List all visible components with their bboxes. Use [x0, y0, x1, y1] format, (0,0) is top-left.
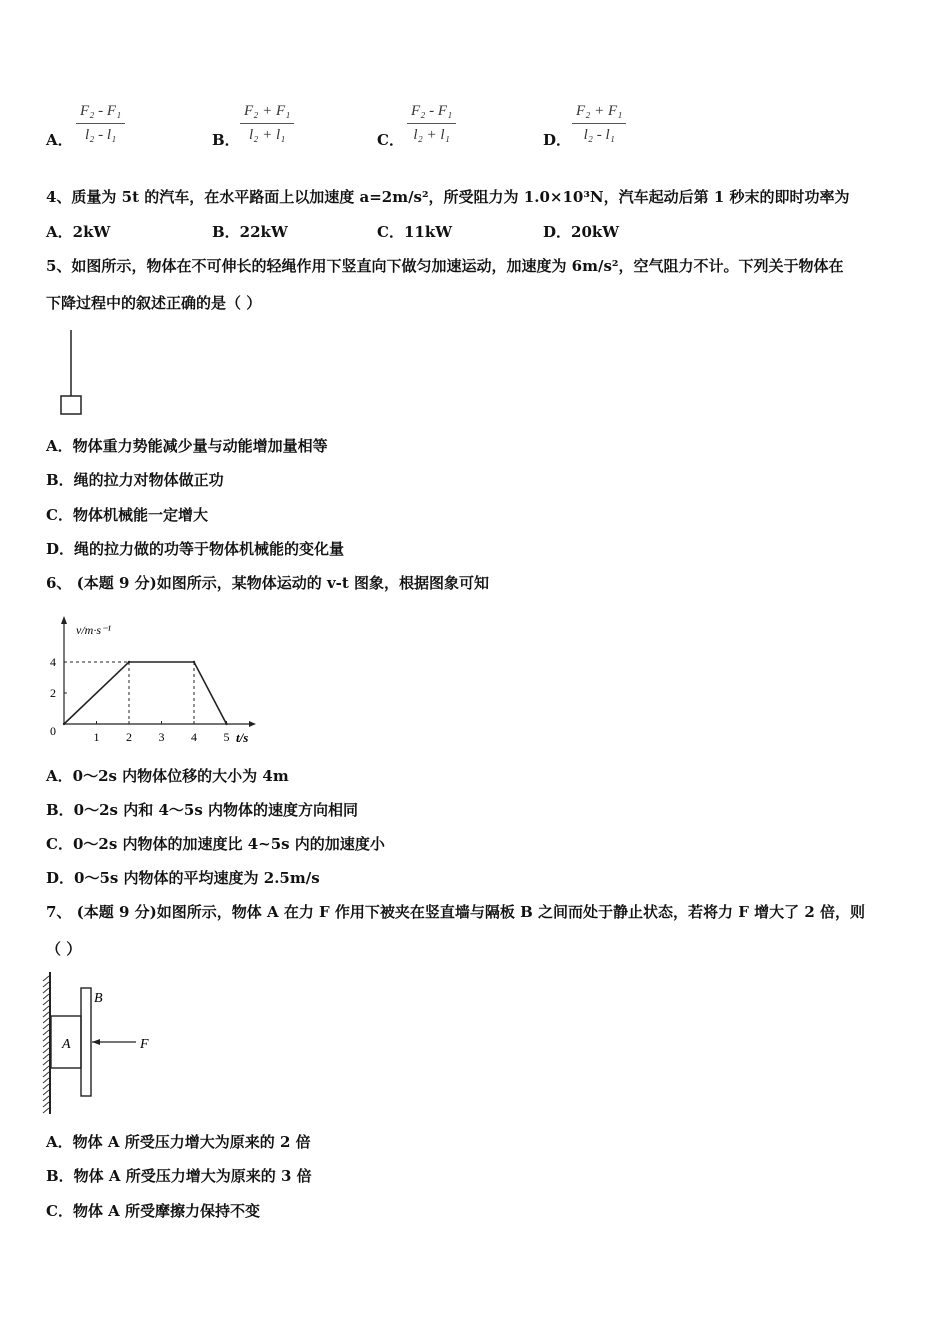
- hatch-mark: [43, 982, 49, 987]
- q5-option-b: B．绳的拉力对物体做正功: [46, 471, 224, 489]
- q7-option-b: B．物体 A 所受压力增大为原来的 3 倍: [46, 1167, 312, 1185]
- fraction-numerator: F₂ + F₁: [240, 103, 294, 124]
- box: [61, 396, 81, 414]
- q6-option-a: A．0～2s 内物体位移的大小为 4m: [46, 767, 289, 785]
- q5-option-c: C．物体机械能一定增大: [46, 506, 208, 524]
- q5-stem-line1: 5、如图所示，物体在不可伸长的轻绳作用下竖直向下做匀加速运动，加速度为 6m/s²，空气阻力不计。下列关于物体在: [46, 257, 844, 275]
- hatch-mark: [43, 1090, 49, 1095]
- q5-stem-line2: 下降过程中的叙述正确的是（ ）: [46, 294, 262, 312]
- q7-stem-line2: （ ）: [46, 940, 82, 958]
- hatch-mark: [43, 1024, 49, 1029]
- q3-option-a-fraction: [76, 103, 125, 144]
- data-point: [128, 661, 130, 663]
- q7-option-a: A．物体 A 所受压力增大为原来的 2 倍: [46, 1133, 311, 1151]
- x-tick-label: 3: [158, 730, 165, 744]
- hatch-mark: [43, 1036, 49, 1041]
- fraction-denominator: l₂ - l₁: [583, 127, 615, 143]
- wall-block-figure: [40, 970, 160, 1118]
- q4-option-d: D．20kW: [543, 223, 620, 241]
- hatch-mark: [43, 1012, 49, 1017]
- hatch-mark: [43, 1042, 49, 1047]
- hatch-mark: [43, 1018, 49, 1023]
- q6-option-b: B．0～2s 内和 4～5s 内物体的速度方向相同: [46, 801, 358, 819]
- data-point: [63, 723, 65, 725]
- q6-option-d: D．0～5s 内物体的平均速度为 2.5m/s: [46, 869, 320, 887]
- q7-option-c: C．物体 A 所受摩擦力保持不变: [46, 1202, 261, 1220]
- hatch-mark: [43, 1102, 49, 1107]
- hatch-mark: [43, 1084, 49, 1089]
- hatch-mark: [43, 1066, 49, 1071]
- q3-option-a-label: A．: [46, 131, 73, 149]
- hatch-mark: [43, 1030, 49, 1035]
- wall-hatching: [43, 976, 49, 1113]
- hatch-mark: [43, 1006, 49, 1011]
- hatch-mark: [43, 1000, 49, 1005]
- q7-stem-line1: 7、 (本题 9 分)如图所示，物体 A 在力 F 作用下被夹在竖直墙与隔板 B 之间而处于静止状态，若将力 F 增大了 2 倍，则: [46, 903, 866, 921]
- vt-chart: [44, 606, 264, 750]
- x-tick-label: 2: [126, 730, 132, 744]
- q6-stem: 6、 (本题 9 分)如图所示，某物体运动的 v-t 图象，根据图象可知: [46, 574, 490, 592]
- hatch-mark: [43, 1048, 49, 1053]
- rope-box-figure: [50, 326, 90, 418]
- y-tick-label: 2: [50, 686, 56, 700]
- board-b: [81, 988, 91, 1096]
- y-axis-arrow: [61, 616, 67, 624]
- data-point: [225, 723, 227, 725]
- data-point: [193, 661, 195, 663]
- x-axis-label: t/s: [236, 730, 249, 745]
- label-b: B: [94, 991, 103, 1006]
- q4-option-c: C．11kW: [377, 223, 453, 241]
- label-a: A: [62, 1037, 71, 1052]
- hatch-mark: [43, 1108, 49, 1113]
- origin-label: 0: [50, 724, 56, 738]
- hatch-mark: [43, 988, 49, 993]
- x-axis-arrow: [249, 721, 256, 727]
- fraction-denominator: l₂ - l₁: [84, 127, 117, 143]
- fraction-numerator: F₂ + F₁: [572, 103, 626, 124]
- hatch-mark: [43, 994, 49, 999]
- hatch-mark: [43, 1060, 49, 1065]
- q4-stem: 4、质量为 5t 的汽车，在水平路面上以加速度 a=2m/s²，所受阻力为 1.0×10³N，汽车起动后第 1 秒末的即时功率为: [46, 188, 850, 206]
- hatch-mark: [43, 1054, 49, 1059]
- q3-option-b-fraction: [240, 103, 294, 144]
- x-tick-label: 5: [223, 730, 230, 744]
- q3-option-d-label: D．: [543, 131, 572, 149]
- series-line: [64, 662, 227, 724]
- hatch-mark: [43, 976, 49, 981]
- q5-option-a: A．物体重力势能减少量与动能增加量相等: [46, 437, 328, 455]
- force-arrow-icon: [92, 1039, 100, 1045]
- q5-option-d: D．绳的拉力做的功等于物体机械能的变化量: [46, 540, 345, 558]
- fraction-denominator: l₂ + l₁: [249, 127, 286, 143]
- q3-option-c-fraction: [407, 103, 456, 144]
- q3-option-b-label: B．: [212, 131, 240, 149]
- q3-option-c-label: C．: [377, 131, 404, 149]
- hatch-mark: [43, 1072, 49, 1077]
- x-tick-label: 1: [93, 730, 100, 744]
- label-f: F: [140, 1037, 149, 1052]
- q3-option-d-fraction: [572, 103, 626, 144]
- y-tick-label: 4: [50, 655, 56, 669]
- q4-option-b: B．22kW: [212, 223, 288, 241]
- fraction-numerator: F₂ - F₁: [76, 103, 125, 124]
- hatch-mark: [43, 1078, 49, 1083]
- q4-option-a: A．2kW: [46, 223, 111, 241]
- hatch-mark: [43, 1096, 49, 1101]
- y-axis-label: v/m·s⁻¹: [76, 623, 111, 637]
- q6-option-c: C．0～2s 内物体的加速度比 4~5s 内的加速度小: [46, 835, 385, 853]
- x-tick-label: 4: [191, 730, 197, 744]
- fraction-denominator: l₂ + l₁: [413, 127, 450, 143]
- fraction-numerator: F₂ - F₁: [407, 103, 456, 124]
